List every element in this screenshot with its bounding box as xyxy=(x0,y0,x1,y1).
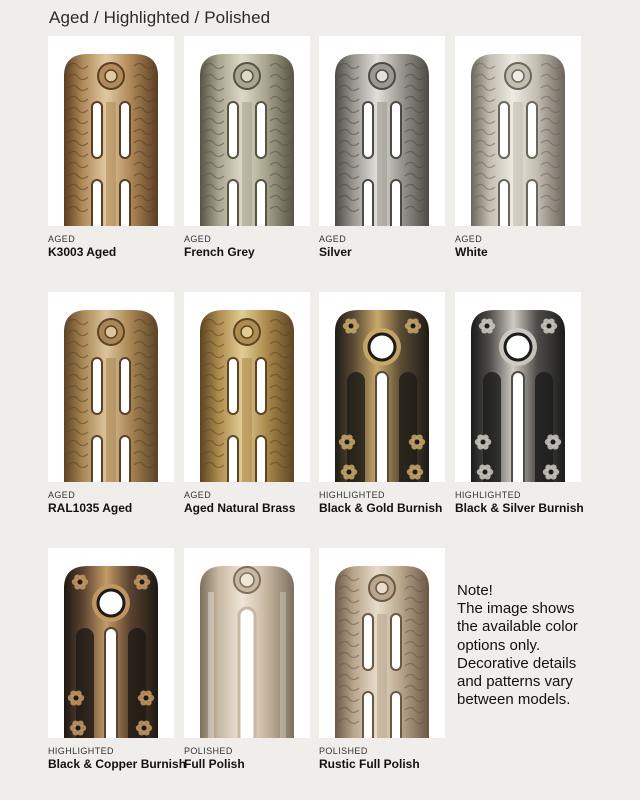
finish-option xyxy=(48,36,174,259)
radiator-swatch-full-polish xyxy=(184,548,310,738)
finish-category: AGED xyxy=(455,234,483,244)
radiator-swatch-silver xyxy=(319,36,445,226)
finish-category: HIGHLIGHTED xyxy=(455,490,521,500)
radiator-swatch-french-grey xyxy=(184,36,310,226)
finish-category: AGED xyxy=(184,234,212,244)
finish-option xyxy=(319,292,445,515)
finish-category: POLISHED xyxy=(184,746,233,756)
finish-option xyxy=(455,36,581,259)
finish-category: AGED xyxy=(184,490,212,500)
finish-option xyxy=(184,36,310,259)
page-title: Aged / Highlighted / Polished xyxy=(49,8,271,27)
radiator-swatch-white xyxy=(455,36,581,226)
finish-category: HIGHLIGHTED xyxy=(48,746,114,756)
finish-category: HIGHLIGHTED xyxy=(319,490,385,500)
finish-option xyxy=(319,36,445,259)
finish-name: French Grey xyxy=(184,245,255,259)
finish-name: K3003 Aged xyxy=(48,245,117,259)
note-text: Note! The image shows the available color options only. Decorative details and patterns vary between models. xyxy=(457,582,578,709)
finish-category: AGED xyxy=(48,490,76,500)
finish-category: POLISHED xyxy=(319,746,368,756)
radiator-swatch-k3003-aged xyxy=(48,36,174,226)
finish-name: Black & Gold Burnish xyxy=(319,501,443,515)
radiator-swatch-rustic-full-polish xyxy=(319,548,445,738)
finish-option xyxy=(455,292,584,515)
radiator-swatch-ral1035-aged xyxy=(48,292,174,482)
finish-name: Aged Natural Brass xyxy=(184,501,296,515)
finish-option xyxy=(184,548,310,771)
radiator-swatch-black-gold-burnish xyxy=(319,292,445,482)
radiator-swatch-aged-natural-brass xyxy=(184,292,310,482)
finish-category: AGED xyxy=(48,234,76,244)
finish-option xyxy=(48,292,174,515)
finish-category: AGED xyxy=(319,234,347,244)
finish-option xyxy=(48,548,187,771)
finish-option xyxy=(184,292,310,515)
finish-name: Black & Silver Burnish xyxy=(455,501,584,515)
radiator-swatch-black-copper-burnish xyxy=(48,548,174,738)
finish-option xyxy=(319,548,445,771)
finish-name: RAL1035 Aged xyxy=(48,501,133,515)
finish-name: Full Polish xyxy=(184,757,245,771)
radiator-swatch-black-silver-burnish xyxy=(455,292,581,482)
finish-name: Black & Copper Burnish xyxy=(48,757,187,771)
finish-name: White xyxy=(455,245,488,259)
finish-name: Rustic Full Polish xyxy=(319,757,420,771)
finish-name: Silver xyxy=(319,245,352,259)
